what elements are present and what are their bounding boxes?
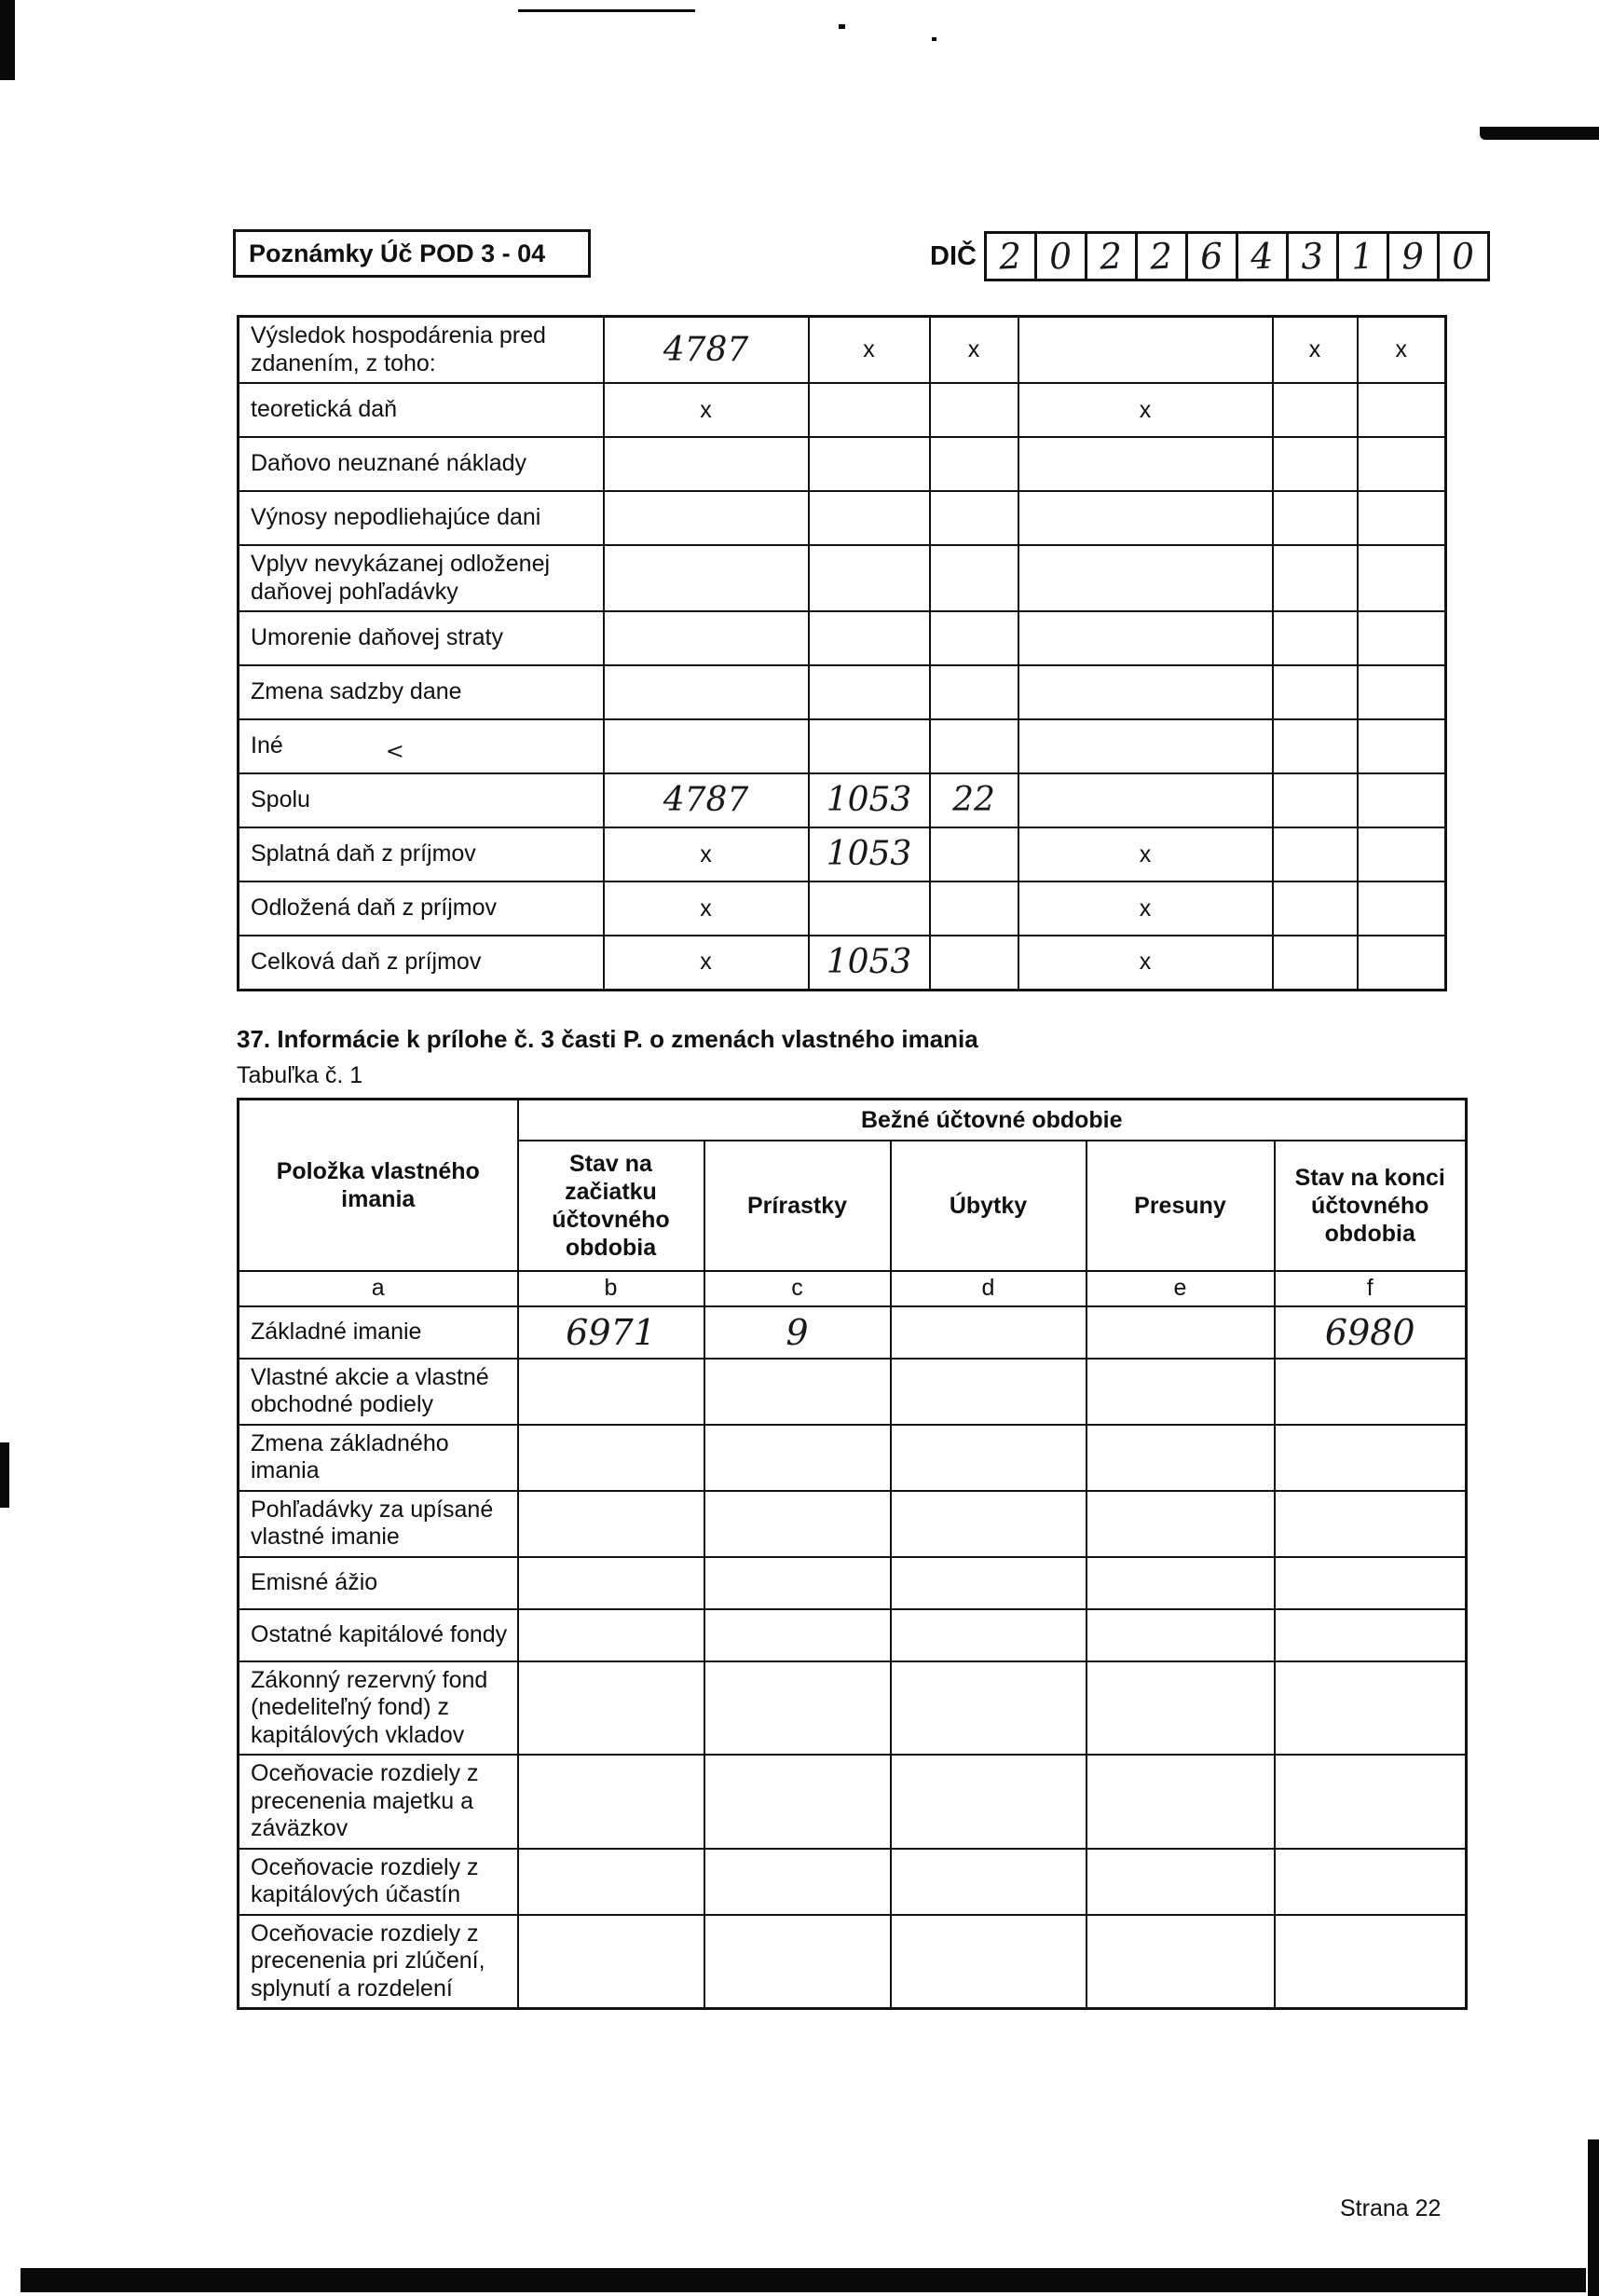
table-cell: [604, 611, 809, 665]
scan-artifact: [839, 24, 845, 29]
page-number: Strana 22: [1340, 2195, 1442, 2221]
table-cell: [809, 545, 930, 611]
table-row: [239, 936, 1446, 990]
row-label: Oceňovacie rozdiely z kapitálových účastín: [239, 1849, 518, 1915]
table-cell: [604, 719, 809, 773]
table-cell: [809, 611, 930, 665]
column-letter: c: [704, 1271, 891, 1306]
table-cell: [1358, 545, 1446, 611]
table-cell: [1273, 936, 1358, 990]
table-cell: [891, 1306, 1086, 1359]
dic-digit: 2: [1149, 235, 1174, 278]
dic-digit-box: [1135, 231, 1188, 281]
row-label: Oceňovacie rozdiely z precenenia pri zlúčení, splynutí a rozdelení: [239, 1915, 518, 2009]
row-label: Pohľadávky za upísané vlastné imanie: [239, 1491, 518, 1557]
scan-artifact: [0, 0, 15, 80]
dic-digit: 9: [1401, 235, 1426, 278]
table-row: [239, 665, 1446, 719]
table-cell: [1018, 611, 1273, 665]
table-cell: [1275, 1425, 1467, 1491]
scan-artifact: [932, 37, 936, 41]
table-cell: x: [1018, 383, 1273, 437]
row-label: Vplyv nevykázanej odloženej daňovej pohľadávky: [239, 545, 604, 611]
table-cell: [930, 719, 1018, 773]
column-letter: b: [518, 1271, 704, 1306]
column-letter: d: [891, 1271, 1086, 1306]
table-cell: 9: [704, 1306, 891, 1359]
table-cell: [1273, 491, 1358, 545]
row-label: Spolu: [239, 773, 604, 827]
table-cell: x: [604, 882, 809, 936]
scan-artifact: [20, 2268, 1586, 2292]
table-cell: 1053: [809, 827, 930, 882]
table-cell: [1275, 1359, 1467, 1425]
table-row: [239, 1425, 1467, 1491]
table-cell: [604, 491, 809, 545]
table-cell: [891, 1609, 1086, 1661]
table-cell: [1358, 491, 1446, 545]
table-cell: [1275, 1849, 1467, 1915]
table-cell: x: [604, 827, 809, 882]
table-cell: [891, 1849, 1086, 1915]
table-row: [239, 1306, 1467, 1359]
dic-digit-box: [1034, 231, 1087, 281]
row-label: Výnosy nepodliehajúce dani: [239, 491, 604, 545]
table-row: [239, 611, 1446, 665]
dic-digit-box: [1387, 231, 1440, 281]
table-cell: [704, 1849, 891, 1915]
table-cell: [809, 383, 930, 437]
table-header-row: [239, 1100, 1467, 1141]
table-cell: [1018, 317, 1273, 384]
dic-digit: 2: [1099, 235, 1124, 278]
table-cell: [1273, 882, 1358, 936]
table-cell: 4787: [604, 773, 809, 827]
form-title: Poznámky Úč POD 3 - 04: [249, 239, 546, 267]
table-cell: [1358, 773, 1446, 827]
scan-artifact: [1588, 2139, 1599, 2296]
row-label: Oceňovacie rozdiely z precenenia majetku a záväzkov: [239, 1755, 518, 1849]
table-cell: x: [604, 936, 809, 990]
table-cell: [1273, 545, 1358, 611]
column-letter: f: [1275, 1271, 1467, 1306]
row-label: [239, 719, 604, 773]
table-cell: [809, 882, 930, 936]
row-label: Výsledok hospodárenia pred zdanením, z toho:: [239, 317, 604, 384]
table-cell: [809, 491, 930, 545]
row-label: Emisné ážio: [239, 1557, 518, 1609]
table-row: [239, 437, 1446, 491]
table-cell: [930, 491, 1018, 545]
table-cell: [1358, 383, 1446, 437]
dic-digit: 4: [1250, 235, 1275, 278]
dic-digit: 2: [998, 235, 1023, 278]
table-cell: x: [809, 317, 930, 384]
table-cell: x: [604, 383, 809, 437]
table-cell: [1358, 936, 1446, 990]
table-row: [239, 383, 1446, 437]
table-cell: [1086, 1609, 1275, 1661]
table-cell: [518, 1491, 704, 1557]
dic-digit-box: [1236, 231, 1289, 281]
dic-digit-box: [1336, 231, 1389, 281]
table-cell: [1086, 1491, 1275, 1557]
table-cell: [518, 1425, 704, 1491]
column-header: Presuny: [1086, 1141, 1275, 1271]
table-cell: x: [930, 317, 1018, 384]
table-cell: [1086, 1306, 1275, 1359]
table-cell: [1273, 611, 1358, 665]
table-row: [239, 719, 1446, 773]
scan-artifact: [518, 9, 695, 12]
table-cell: [1086, 1755, 1275, 1849]
table-row: [239, 1849, 1467, 1915]
table-cell: [1275, 1609, 1467, 1661]
table-cell: [604, 545, 809, 611]
table-cell: [930, 827, 1018, 882]
table-cell: [891, 1915, 1086, 2009]
period-header: Bežné účtovné obdobie: [518, 1100, 1467, 1141]
column-letter: a: [239, 1271, 518, 1306]
table-cell: [930, 611, 1018, 665]
table-cell: [1275, 1915, 1467, 2009]
dic-digit-box: [1085, 231, 1138, 281]
table-row: [239, 882, 1446, 936]
table-cell: x: [1018, 936, 1273, 990]
table-cell: x: [1018, 827, 1273, 882]
row-label: Umorenie daňovej straty: [239, 611, 604, 665]
table-cell: x: [1358, 317, 1446, 384]
dic-digit: 6: [1199, 235, 1224, 278]
table-cell: [704, 1609, 891, 1661]
table-cell: [930, 545, 1018, 611]
table-cell: [704, 1661, 891, 1756]
row-label: Vlastné akcie a vlastné obchodné podiely: [239, 1359, 518, 1425]
table-row: [239, 1359, 1467, 1425]
dic-digit-box: [984, 231, 1037, 281]
table-cell: [1086, 1359, 1275, 1425]
row-label: Splatná daň z príjmov: [239, 827, 604, 882]
table-cell: [891, 1755, 1086, 1849]
section-37-subheading: Tabuľka č. 1: [237, 1062, 363, 1088]
scan-artifact: [1480, 127, 1599, 140]
table-cell: [930, 665, 1018, 719]
column-header: Úbytky: [891, 1141, 1086, 1271]
table-cell: [930, 383, 1018, 437]
row-label: Zmena sadzby dane: [239, 665, 604, 719]
table-cell: [1086, 1425, 1275, 1491]
table-cell: [1275, 1755, 1467, 1849]
table-cell: [1358, 827, 1446, 882]
dic-digit-box: [1185, 231, 1238, 281]
table-cell: [930, 437, 1018, 491]
table-cell: [930, 936, 1018, 990]
table-cell: [1273, 383, 1358, 437]
table-cell: 4787: [604, 317, 809, 384]
table-cell: [518, 1557, 704, 1609]
column-header: Položka vlastného imania: [239, 1100, 518, 1271]
tax-reconciliation-table: [237, 315, 1447, 991]
dic-digit: 0: [1048, 235, 1073, 278]
table-row: [239, 773, 1446, 827]
equity-changes-table: [237, 1098, 1468, 2010]
table-cell: [891, 1425, 1086, 1491]
table-row: [239, 545, 1446, 611]
column-header: Prírastky: [704, 1141, 891, 1271]
table-cell: [930, 882, 1018, 936]
table-cell: [1018, 665, 1273, 719]
table-cell: [1018, 773, 1273, 827]
table-cell: [518, 1849, 704, 1915]
dic-label: DIČ: [930, 240, 977, 271]
table-row: [239, 1755, 1467, 1849]
table-cell: 6971: [518, 1306, 704, 1359]
table-row: [239, 827, 1446, 882]
section-37-heading: 37. Informácie k prílohe č. 3 časti P. o zmenách vlastného imania: [237, 1025, 978, 1053]
dic-digit: 0: [1451, 235, 1476, 278]
table-cell: [809, 437, 930, 491]
table-cell: [1018, 437, 1273, 491]
column-letter-row: [239, 1271, 1467, 1306]
table-cell: [518, 1915, 704, 2009]
table-row: [239, 1915, 1467, 2009]
dic-digit: 1: [1350, 235, 1375, 278]
table-cell: [1273, 665, 1358, 719]
dic-digit-box: [1286, 231, 1339, 281]
table-cell: [1018, 491, 1273, 545]
table-cell: [518, 1755, 704, 1849]
table-row: [239, 317, 1446, 384]
table-cell: [1018, 545, 1273, 611]
table-cell: [1086, 1915, 1275, 2009]
table-cell: x: [1018, 882, 1273, 936]
column-header: Stav na začiatku účtovného obdobia: [518, 1141, 704, 1271]
table-cell: [704, 1915, 891, 2009]
table-cell: [1273, 719, 1358, 773]
table-row: [239, 1557, 1467, 1609]
table-cell: [1018, 719, 1273, 773]
table-cell: [704, 1557, 891, 1609]
scan-artifact: [0, 1442, 9, 1508]
table-row: [239, 1609, 1467, 1661]
column-letter: e: [1086, 1271, 1275, 1306]
dic-digit-boxes: [984, 231, 1490, 281]
table-cell: [1275, 1491, 1467, 1557]
table-cell: [518, 1609, 704, 1661]
table-cell: [1275, 1557, 1467, 1609]
table-cell: [1358, 882, 1446, 936]
table-cell: [1358, 437, 1446, 491]
table-cell: [604, 437, 809, 491]
table-cell: [704, 1491, 891, 1557]
table-cell: [518, 1661, 704, 1756]
row-label-text: Iné: [251, 732, 283, 759]
dic-digit: 3: [1300, 235, 1325, 278]
table-cell: [1273, 773, 1358, 827]
handwritten-mark: <: [385, 738, 404, 765]
row-label: teoretická daň: [239, 383, 604, 437]
table-cell: 1053: [809, 773, 930, 827]
table-row: [239, 491, 1446, 545]
table-cell: [809, 665, 930, 719]
table-cell: [1273, 827, 1358, 882]
table-cell: [1086, 1661, 1275, 1756]
table-row: [239, 1661, 1467, 1756]
table-cell: [704, 1425, 891, 1491]
table-cell: 1053: [809, 936, 930, 990]
row-label: Odložená daň z príjmov: [239, 882, 604, 936]
table-cell: [809, 719, 930, 773]
table-cell: [1358, 665, 1446, 719]
column-header: Stav na konci účtovného obdobia: [1275, 1141, 1467, 1271]
row-label: Ostatné kapitálové fondy: [239, 1609, 518, 1661]
table-cell: [518, 1359, 704, 1425]
table-cell: [891, 1557, 1086, 1609]
table-cell: [1358, 611, 1446, 665]
table-cell: [604, 665, 809, 719]
table-cell: [891, 1491, 1086, 1557]
row-label: Zákonný rezervný fond (nedeliteľný fond) z kapitálových vkladov: [239, 1661, 518, 1756]
table-cell: [1086, 1557, 1275, 1609]
table-cell: 6980: [1275, 1306, 1467, 1359]
table-cell: [704, 1359, 891, 1425]
table-cell: [891, 1661, 1086, 1756]
dic-digit-box: [1437, 231, 1490, 281]
row-label: Základné imanie: [239, 1306, 518, 1359]
table-cell: [1086, 1849, 1275, 1915]
table-cell: [891, 1359, 1086, 1425]
table-cell: [1358, 719, 1446, 773]
table-cell: 22: [930, 773, 1018, 827]
form-title-box: [233, 229, 591, 278]
row-label: Celková daň z príjmov: [239, 936, 604, 990]
dic-field: [930, 231, 1490, 281]
table-cell: [704, 1755, 891, 1849]
table-cell: [1273, 437, 1358, 491]
table-cell: [1275, 1661, 1467, 1756]
table-cell: x: [1273, 317, 1358, 384]
row-label: Daňovo neuznané náklady: [239, 437, 604, 491]
row-label: Zmena základného imania: [239, 1425, 518, 1491]
table-row: [239, 1491, 1467, 1557]
